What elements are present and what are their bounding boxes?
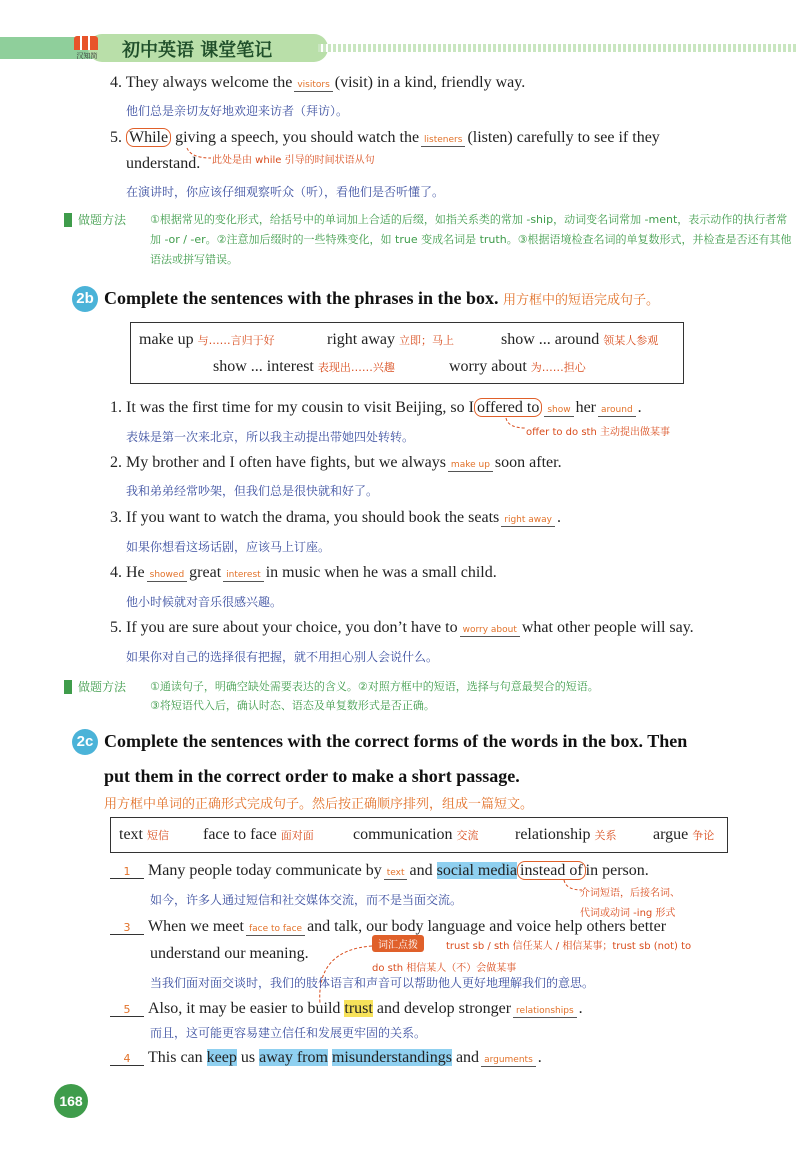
tip-text: ①根据常见的变化形式，给括号中的单词加上合适的后缀，如指关系类的常加 -ship，动词变名词常加 -ment，表示动作的执行者常加 -or / -er。②注意加后缀时的一些特殊变化，如 true 变成名词是 truth。③根据语境检查名词的单复数形式，并检查是否还有其他语法或拼写错误。 (150, 213, 792, 266)
highlighted-word: keep (206, 1049, 237, 1066)
word-item: text 短信 (119, 826, 169, 843)
exercise-2b-q1: 1. It was the first time for my cousin to visit Beijing, so I offered to show her around . (110, 399, 642, 416)
header-title: 初中英语 课堂笔记 (122, 40, 273, 61)
exercise-2a-q5: 5. While giving a speech, you should watch the listeners (listen) carefully to see if they (110, 129, 660, 146)
answer-blank: show (544, 404, 573, 417)
exercise-2a-q5-line2: understand. (126, 155, 201, 172)
exercise-2b-q4: 4. He showed great interest in music when he was a small child. (110, 564, 497, 581)
word-item: relationship 关系 (515, 826, 617, 843)
exercise-heading-2c-zh: 用方框中单词的正确形式完成句子。然后按正确顺序排列，组成一篇短文。 (104, 797, 534, 812)
publisher-logo: 汉知简 (70, 34, 104, 62)
translation-sentence-1: 如今，许多人通过短信和社交媒体交流，而不是当面交流。 (150, 893, 463, 907)
tip-text: ①通读句子，明确空缺处需要表达的含义。②对照方框中的短语，选择与句意最契合的短语。 (150, 680, 599, 693)
phrase-item: worry about 为……担心 (449, 358, 586, 375)
translation-2b-q1: 表妹是第一次来北京，所以我主动提出带她四处转转。 (126, 430, 415, 444)
exercise-2b-q3: 3. If you want to watch the drama, you should book the seats right away . (110, 509, 561, 526)
page-number: 168 (54, 1084, 88, 1118)
translation-2b-q2: 我和弟弟经常吵架，但我们总是很快就和好了。 (126, 484, 379, 498)
tip-text: ③将短语代入后，确认时态、语态及单复数形式是否正确。 (150, 699, 435, 712)
translation-2a-q4: 他们总是亲切友好地欢迎来访者（拜访）。 (126, 104, 349, 118)
order-blank: 1 (110, 865, 144, 879)
exercise-2b-q2: 2. My brother and I often have fights, but we always make up soon after. (110, 454, 562, 471)
word-item: communication 交流 (353, 826, 479, 843)
exercise-heading-2c-line2: put them in the correct order to make a short passage. (104, 766, 520, 786)
annotation-note: 代词或动词 -ing 形式 (580, 908, 676, 919)
phrase-box-2b (130, 322, 684, 384)
exercise-2b-q5: 5. If you are sure about your choice, you don’t have to worry about what other people will say. (110, 619, 694, 636)
passage-sentence-3-line2: understand our meaning. (150, 945, 309, 962)
vocab-tip-label: 词汇点拨 (372, 935, 424, 952)
word-item: face to face 面对面 (203, 826, 314, 843)
phrase-item: right away 立即；马上 (327, 331, 454, 348)
circled-phrase: offered to (474, 398, 542, 417)
word-item: argue 争论 (653, 826, 715, 843)
vocab-tip-text: do sth 相信某人（不）会做某事 (372, 963, 517, 974)
translation-sentence-3: 当我们面对面交谈时，我们的肢体语言和声音可以帮助他人更好地理解我们的意思。 (150, 976, 595, 990)
translation-2b-q5: 如果你对自己的选择很有把握，就不用担心别人会说什么。 (126, 650, 439, 664)
order-blank: 4 (110, 1052, 144, 1066)
passage-sentence-1: 1 Many people today communicate by text and social media instead of in person. (110, 862, 649, 880)
highlighted-word: misunderstandings (331, 1049, 452, 1066)
phrase-item: show ... interest 表现出……兴趣 (213, 358, 395, 375)
translation-2a-q5: 在演讲时，你应该仔细观察听众（听），看他们是否听懂了。 (126, 185, 445, 199)
exercise-heading-2c: Complete the sentences with the correct forms of the words in the box. Then (104, 731, 688, 751)
exercise-badge-2c: 2c (72, 729, 98, 755)
order-blank: 3 (110, 921, 144, 935)
answer-blank: arguments (481, 1054, 536, 1067)
circled-word: While (126, 128, 171, 147)
translation-2b-q3: 如果你想看这场话剧，应该马上订座。 (126, 540, 331, 554)
tip-label: 做题方法 (78, 680, 127, 694)
order-blank: 5 (110, 1003, 144, 1017)
answer-blank: showed (147, 569, 188, 582)
exercise-badge-2b: 2b (72, 286, 98, 312)
passage-sentence-5: 5 Also, it may be easier to build trust and develop stronger relationships . (110, 1000, 583, 1018)
highlighted-phrase: away from (259, 1049, 328, 1066)
circled-phrase: instead of (517, 861, 586, 880)
annotation-note: 此处是由 while 引导的时间状语从句 (212, 155, 375, 166)
answer-blank: around (598, 404, 636, 417)
annotation-note: offer to do sth 主动提出做某事 (526, 427, 670, 438)
highlighted-phrase: social media (436, 862, 518, 879)
word-box-2c (110, 817, 728, 853)
passage-sentence-4: 4 This can keep us away from misunderstandings and arguments . (110, 1049, 542, 1067)
answer-blank: interest (223, 569, 264, 582)
tip-label: 做题方法 (78, 213, 127, 227)
answer-blank: right away (501, 514, 555, 527)
translation-2b-q4: 他小时候就对音乐很感兴趣。 (126, 595, 283, 609)
phrase-item: show ... around 领某人参观 (501, 331, 659, 348)
answer-blank: make up (448, 459, 493, 472)
annotation-note: 介词短语，后接名词、 (580, 888, 680, 899)
answer-blank: visitors (294, 79, 332, 92)
vocab-tip-text: trust sb / sth 信任某人 / 相信某事；trust sb (not) to (446, 941, 692, 952)
phrase-item: make up 与……言归于好 (139, 331, 275, 348)
annotation-arrow (185, 146, 215, 162)
highlighted-word: trust (344, 1000, 373, 1017)
passage-sentence-3: 3 When we meet face to face and talk, our body language and voice help others better (110, 918, 666, 936)
exercise-heading-2b: Complete the sentences with the phrases in the box. 用方框中的短语完成句子。 (104, 288, 659, 308)
page-header (0, 34, 800, 62)
answer-blank: text (384, 867, 408, 880)
answer-blank: face to face (246, 923, 305, 936)
exercise-2a-q4: 4. They always welcome the visitors (visit) in a kind, friendly way. (110, 74, 526, 91)
answer-blank: listeners (421, 134, 465, 147)
translation-sentence-5: 而且，这可能更容易建立信任和发展更牢固的关系。 (150, 1026, 427, 1040)
answer-blank: worry about (460, 624, 520, 637)
answer-blank: relationships (513, 1005, 577, 1018)
